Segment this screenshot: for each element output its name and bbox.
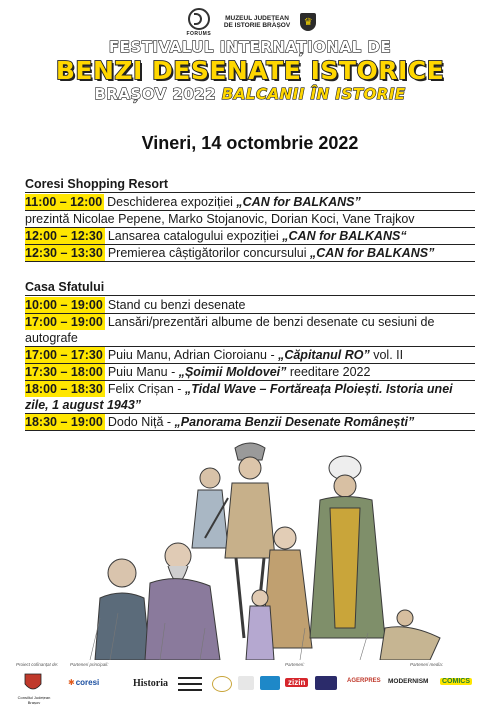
schedule-description xyxy=(108,229,407,243)
description-text: Dodo Niță - xyxy=(107,415,175,429)
label-partners: Parteneri: xyxy=(285,662,305,667)
program-schedule xyxy=(25,176,475,431)
blue-partner-logo-icon xyxy=(260,676,280,690)
coresi-star-icon: ✱ xyxy=(68,678,75,687)
agerpres-logo: AGERPRES xyxy=(347,678,381,684)
schedule-row xyxy=(25,364,475,381)
description-text: Deschiderea expoziției xyxy=(107,195,237,209)
schedule-time: 18:00 – 18:30 xyxy=(25,382,103,396)
museum-name-line2: DE ISTORIE BRAȘOV xyxy=(223,22,291,29)
schedule-row xyxy=(25,381,475,414)
schedule-time: 17:00 – 17:30 xyxy=(25,348,103,362)
title-line2: BENZI DESENATE ISTORICE xyxy=(55,56,445,85)
label-main-partners: Parteneri principali: xyxy=(70,662,109,667)
description-text: Premierea câștigătorilor concursului xyxy=(107,246,311,260)
zizin-logo: zizin xyxy=(285,678,308,687)
description-highlight: „Tidal Wave – Fortăreața Ploiești. Istoria unei zile, 1 august 1943” xyxy=(25,382,453,412)
schedule-description xyxy=(108,348,403,362)
schedule-time: 18:30 – 19:00 xyxy=(25,415,103,429)
description-text: Puiu Manu - xyxy=(107,365,179,379)
description-highlight: „Șoimii Moldovei” xyxy=(178,365,287,379)
description-highlight: „Panorama Benzii Desenate Românești” xyxy=(174,415,415,429)
title-line3 xyxy=(0,85,500,103)
schedule-description xyxy=(108,415,414,429)
schedule-row xyxy=(25,414,475,431)
historic-figures-illustration xyxy=(0,438,500,660)
schedule-description xyxy=(25,212,415,226)
description-text: Puiu Manu, Adrian Cioroianu - xyxy=(107,348,279,362)
schedule-row xyxy=(25,245,475,262)
modernism-logo: MODERNISM xyxy=(388,678,429,685)
venue-heading: Casa Sfatului xyxy=(25,279,475,296)
schedule-time: 12:00 – 12:30 xyxy=(25,229,103,243)
description-highlight: „CAN for BALKANS“ xyxy=(282,229,407,243)
museum-name xyxy=(224,15,290,30)
description-text: Lansarea catalogului expoziției xyxy=(107,229,283,243)
description-highlight: „CAN for BALKANS” xyxy=(236,195,361,209)
schedule-time: 17:00 – 19:00 xyxy=(25,315,103,329)
schedule-row xyxy=(25,297,475,314)
title-year: BRAȘOV 2022 xyxy=(94,85,217,103)
schedule-time: 11:00 – 12:00 xyxy=(25,195,103,209)
coat-of-arms-logo-icon xyxy=(238,676,254,690)
forums-logo-text: FORUMS xyxy=(186,30,212,37)
event-date: Vineri, 14 octombrie 2022 xyxy=(141,133,359,153)
schedule-description xyxy=(107,195,361,209)
museum-name-line1: MUZEUL JUDEȚEAN xyxy=(225,14,289,22)
schedule-row xyxy=(25,194,475,211)
schedule-time: 12:30 – 13:30 xyxy=(25,246,103,260)
round-seal-logo-icon xyxy=(212,676,232,692)
stripes-logo-icon xyxy=(178,675,202,693)
county-council-crest-icon xyxy=(22,672,44,694)
coresi-logo: ✱ coresi xyxy=(68,678,100,687)
historia-logo: Historia xyxy=(133,678,168,689)
schedule-time: 10:00 – 19:00 xyxy=(25,298,103,312)
label-organizers: Proiect cofinanțat de: xyxy=(16,662,59,667)
schedule-description xyxy=(108,298,246,312)
festival-title xyxy=(0,38,500,103)
schedule-row xyxy=(25,228,475,245)
description-text: prezintă Nicolae Pepene, Marko Stojanovic, Dorian Koci, Vane Trajkov xyxy=(25,212,415,226)
schedule-row xyxy=(25,314,475,347)
description-text: Felix Crișan - xyxy=(107,382,185,396)
venue-heading: Coresi Shopping Resort xyxy=(25,176,475,193)
title-theme: BALCANII ÎN ISTORIE xyxy=(221,85,406,103)
description-suffix: vol. II xyxy=(369,348,404,362)
description-text: Stand cu benzi desenate xyxy=(107,298,246,312)
organizer-name: Consiliul Județean Brașov xyxy=(17,695,51,705)
description-text: Lansări/prezentări albume de benzi desenate cu sesiuni de autografe xyxy=(25,315,435,345)
description-highlight: „Căpitanul RO” xyxy=(278,348,370,362)
sponsors-strip xyxy=(0,662,500,707)
museum-partner-logo-icon xyxy=(315,676,337,690)
description-suffix: reeditare 2022 xyxy=(286,365,371,379)
schedule-description xyxy=(108,365,371,379)
museum-shield-icon: ♛ xyxy=(300,13,316,31)
schedule-row xyxy=(25,211,475,228)
comics-logo: COMICS xyxy=(442,678,470,685)
title-line1: FESTIVALUL INTERNAȚIONAL DE xyxy=(108,38,392,56)
schedule-time: 17:30 – 18:00 xyxy=(25,365,103,379)
schedule-description xyxy=(108,246,434,260)
forums-logo xyxy=(184,8,214,37)
description-highlight: „CAN for BALKANS” xyxy=(310,246,435,260)
header-logos xyxy=(0,6,500,38)
forums-logo-mark xyxy=(188,8,210,30)
schedule-row xyxy=(25,347,475,364)
label-media-partners: Parteneri media: xyxy=(410,662,444,667)
